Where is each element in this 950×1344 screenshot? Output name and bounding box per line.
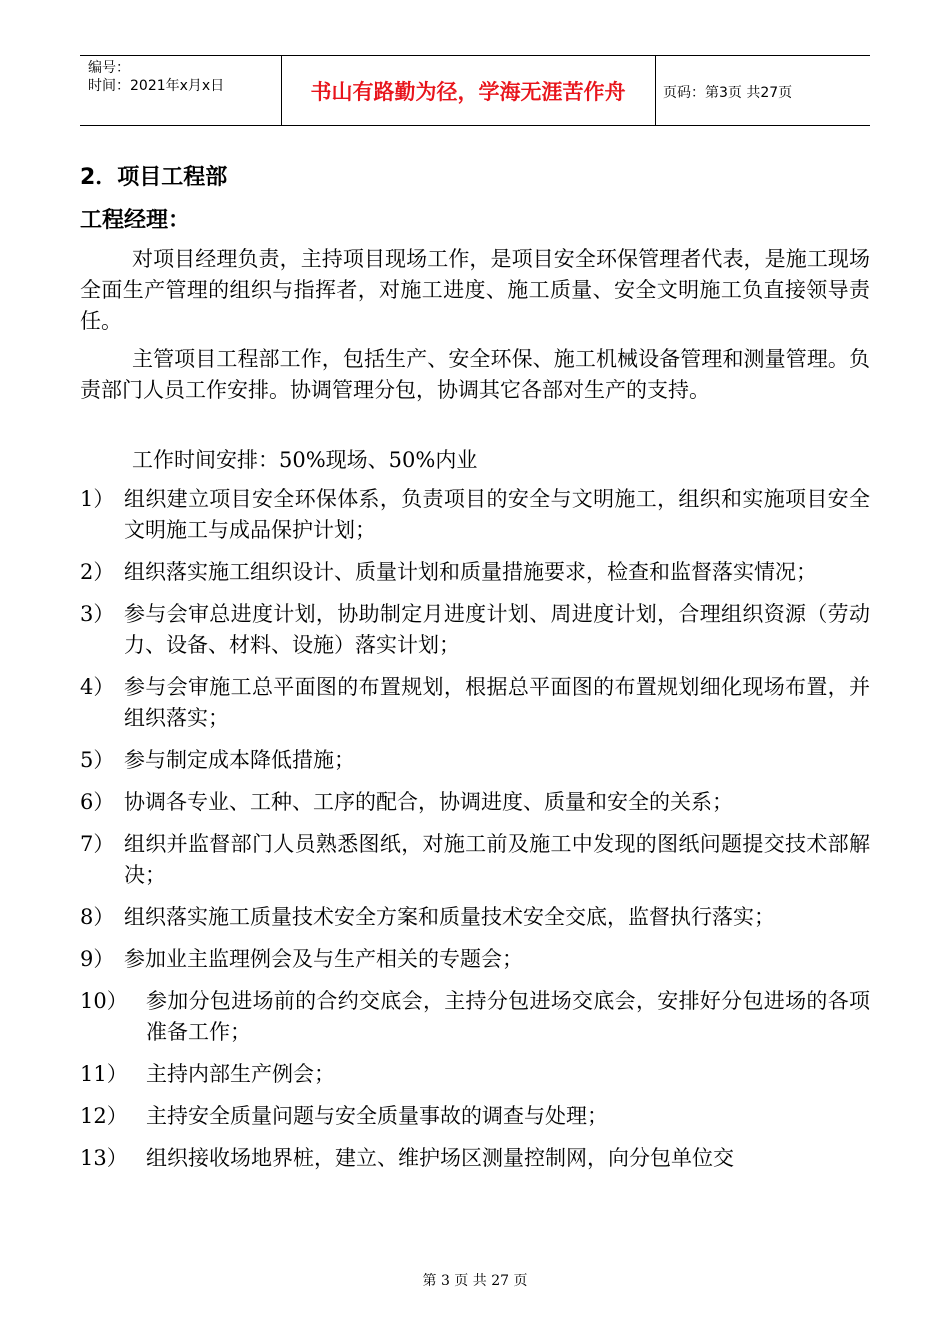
item-number: 7） [80,832,115,856]
item-text: 参加分包进场前的合约交底会，主持分包进场交底会，安排好分包进场的各项准备工作； [146,989,870,1044]
item-number: 8） [80,905,115,929]
time-label: 时间：2021年x月x日 [88,78,225,94]
item-number: 3） [80,602,115,626]
item-text: 主持内部生产例会； [146,1062,335,1086]
list-item [80,829,870,891]
role-title: 工程经理： [80,208,191,233]
item-text: 组织并监督部门人员熟悉图纸，对施工前及施工中发现的图纸问题提交技术部解决； [124,832,870,887]
duty-list [80,484,870,1185]
section-title: 2．项目工程部 [80,165,228,190]
item-text: 参与会审总进度计划，协助制定月进度计划、周进度计划，合理组织资源（劳动力、设备、材料、设施）落实计划； [124,602,870,657]
list-item [80,787,870,818]
header-page-info: 页码：第3页 共27页 [663,85,793,101]
list-item [80,484,870,546]
list-item [80,1059,870,1090]
item-number: 1） [80,487,115,511]
item-number: 12） [80,1104,128,1128]
list-item [80,944,870,975]
item-number: 2） [80,560,115,584]
item-text: 参加业主监理例会及与生产相关的专题会； [124,947,523,971]
list-item [80,986,870,1048]
paragraph: 工作时间安排：50%现场、50%内业 [132,448,478,472]
number-label: 编号： [88,60,130,76]
header-motto: 书山有路勤为径，学海无涯苦作舟 [310,79,626,104]
item-text: 组织接收场地界桩，建立、维护场区测量控制网，向分包单位交 [146,1146,734,1170]
item-text: 协调各专业、工种、工序的配合，协调进度、质量和安全的关系； [124,790,733,814]
item-number: 6） [80,790,115,814]
item-text: 组织建立项目安全环保体系，负责项目的安全与文明施工，组织和实施项目安全文明施工与成品保护计划； [124,487,870,542]
item-number: 5） [80,748,115,772]
list-item [80,745,870,776]
paragraph: 主管项目工程部工作，包括生产、安全环保、施工机械设备管理和测量管理。负责部门人员工作安排。协调管理分包，协调其它各部对生产的支持。 [80,347,870,402]
list-item [80,1143,870,1174]
list-item [80,1101,870,1132]
item-text: 参与制定成本降低措施； [124,748,355,772]
header-divider [655,56,656,125]
item-text: 参与会审施工总平面图的布置规划，根据总平面图的布置规划细化现场布置，并组织落实； [124,675,870,730]
item-text: 组织落实施工组织设计、质量计划和质量措施要求，检查和监督落实情况； [124,560,817,584]
item-text: 组织落实施工质量技术安全方案和质量技术安全交底，监督执行落实； [124,905,775,929]
item-number: 4） [80,675,115,699]
paragraph: 对项目经理负责，主持项目现场工作，是项目安全环保管理者代表，是施工现场全面生产管理的组织与指挥者，对施工进度、施工质量、安全文明施工负直接领导责任。 [80,247,870,333]
item-number: 9） [80,947,115,971]
list-item [80,672,870,734]
item-number: 10） [80,989,128,1013]
list-item [80,557,870,588]
item-number: 11） [80,1062,128,1086]
header-meta-cell [80,56,280,125]
item-number: 13） [80,1146,128,1170]
page-header-table [80,55,870,126]
list-item [80,902,870,933]
page-footer: 第 3 页 共 27 页 [422,1273,528,1289]
list-item [80,599,870,661]
item-text: 主持安全质量问题与安全质量事故的调查与处理； [146,1104,608,1128]
